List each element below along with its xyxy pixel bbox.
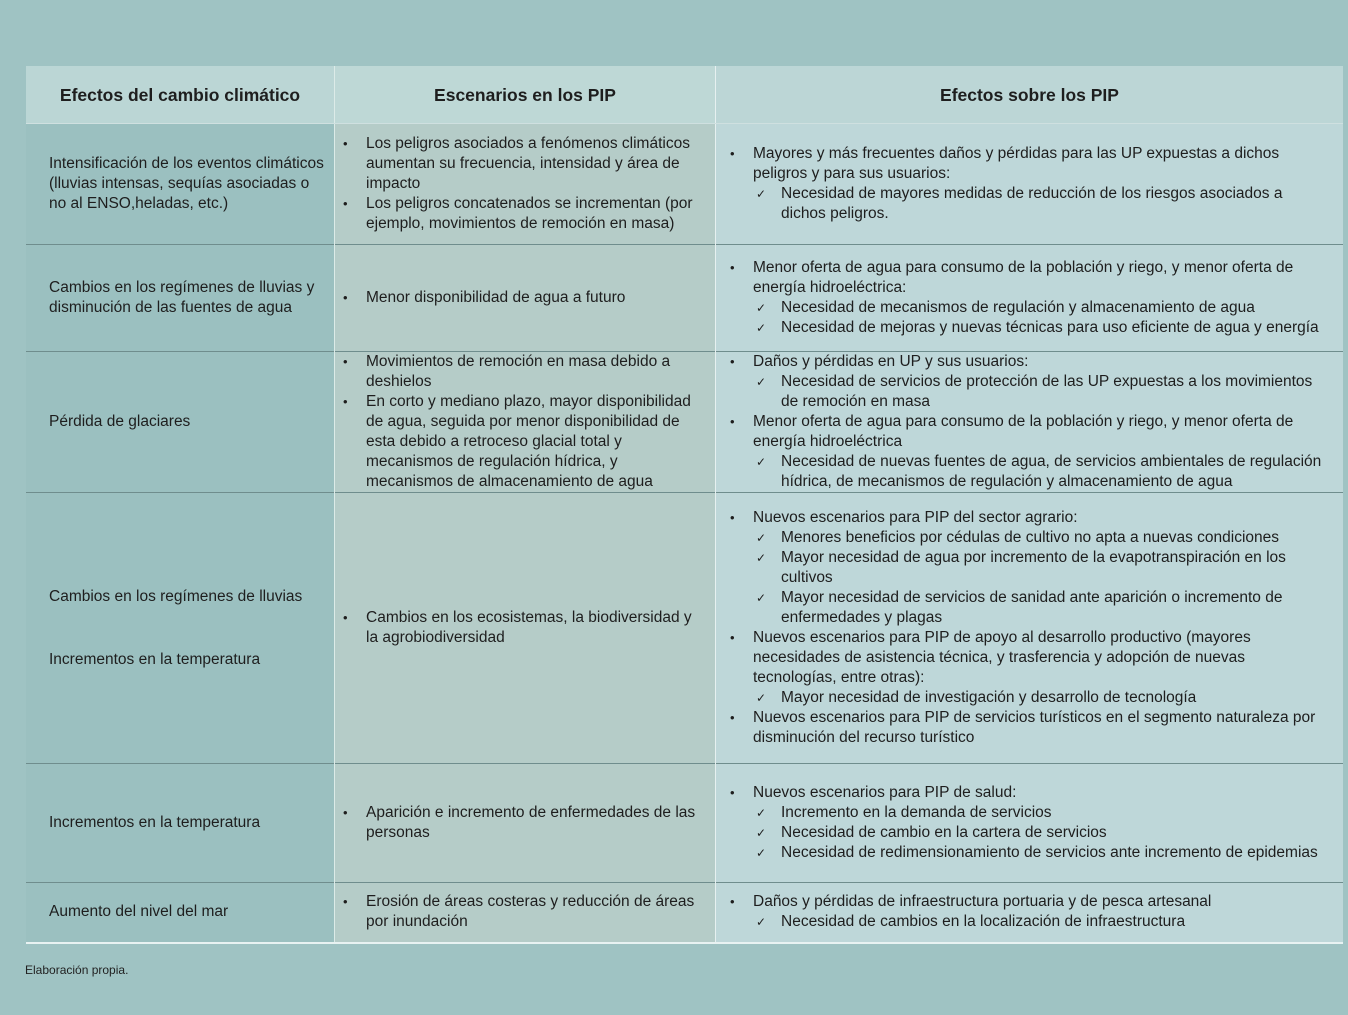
impact-subitem: ✓ Menores beneficios por cédulas de cultivo no apta a nuevas condiciones (753, 528, 1329, 548)
table-row (26, 764, 1343, 883)
impact-sublist (753, 803, 1329, 863)
header-effects: Efectos del cambio climático (26, 66, 335, 124)
impact-sublist (753, 184, 1329, 224)
impact-item (722, 508, 1329, 628)
header-impacts: Efectos sobre los PIP (716, 66, 1344, 124)
impact-item (722, 412, 1329, 492)
impact-item (722, 628, 1329, 708)
effect-text: Aumento del nivel del mar (49, 903, 229, 921)
table-row (26, 883, 1343, 943)
impact-item (722, 708, 1329, 748)
impact-sublist (753, 688, 1329, 708)
effect-text-block (26, 412, 334, 432)
table-body (26, 124, 1343, 943)
scenario-cell (335, 493, 716, 764)
effect-text-block (26, 902, 334, 922)
impact-text: Mayores y más frecuentes daños y pérdidas para las UP expuestas a dichos peligros y para sus usuarios: (753, 145, 1280, 182)
impact-cell (716, 493, 1344, 764)
scenario-cell (335, 245, 716, 352)
impact-subitem: ✓ Necesidad de mecanismos de regulación y almacenamiento de agua (753, 298, 1329, 318)
impact-list (716, 352, 1343, 492)
impact-item (722, 258, 1329, 338)
scenario-cell (335, 124, 716, 245)
table-row (26, 352, 1343, 493)
scenario-item: • Menor disponibilidad de agua a futuro (335, 288, 715, 308)
impact-sublist (753, 372, 1329, 412)
effect-text: Incrementos en la temperatura (49, 650, 261, 668)
impact-list (716, 258, 1343, 338)
scenario-item: • Los peligros concatenados se incrementan (por ejemplo, movimientos de remoción en masa) (335, 194, 715, 234)
impact-cell (716, 124, 1344, 245)
impact-subitem: ✓ Necesidad de nuevas fuentes de agua, de servicios ambientales de regulación hídrica, de mecanismos de regulación y almacenamiento de agua (753, 452, 1329, 492)
scenario-cell (335, 352, 716, 493)
impact-text: Nuevos escenarios para PIP de apoyo al desarrollo productivo (mayores necesidades de asistencia técnica, y trasferencia y adopción de nuevas tecnologías, entre otras): (753, 629, 1251, 686)
effect-cell (26, 883, 335, 943)
impact-cell (716, 245, 1344, 352)
impact-sublist (753, 528, 1329, 628)
footnote: Elaboración propia. (25, 963, 129, 977)
impact-subitem: ✓ Mayor necesidad de investigación y desarrollo de tecnología (753, 688, 1329, 708)
impact-text: Nuevos escenarios para PIP del sector agrario: (753, 509, 1078, 526)
scenario-cell (335, 764, 716, 883)
table-row (26, 493, 1343, 764)
scenario-item: • Los peligros asociados a fenómenos climáticos aumentan su frecuencia, intensidad y área de impacto (335, 134, 715, 194)
effect-text: Intensificación de los eventos climáticos (lluvias intensas, sequías asociadas o no al ENSO,heladas, etc.) (49, 155, 324, 212)
impact-text: Menor oferta de agua para consumo de la población y riego, y menor oferta de energía hidroeléctrica (753, 413, 1294, 450)
impact-item (722, 144, 1329, 224)
effect-text: Pérdida de glaciares (49, 413, 191, 430)
impact-subitem: ✓ Necesidad de mayores medidas de reducción de los riesgos asociados a dichos peligros. (753, 184, 1329, 224)
impact-item (722, 352, 1329, 412)
effect-cell (26, 493, 335, 764)
scenario-item: • Movimientos de remoción en masa debido a deshielos (335, 352, 715, 392)
header-row (26, 66, 1343, 124)
scenario-list (335, 134, 715, 234)
impact-subitem: ✓ Necesidad de mejoras y nuevas técnicas para uso eficiente de agua y energía (753, 318, 1329, 338)
impact-sublist (753, 298, 1329, 338)
climate-effects-table (26, 66, 1343, 944)
scenario-item: • En corto y mediano plazo, mayor disponibilidad de agua, seguida por menor disponibilidad de esta debido a retroceso glacial total y mecanismos de regulación hídrica, y mecanismos de almacenamiento de agua (335, 392, 715, 492)
scenario-list (335, 288, 715, 308)
effect-spacer (49, 607, 324, 650)
impact-list (716, 144, 1343, 224)
scenario-list (335, 608, 715, 648)
impact-subitem: ✓ Incremento en la demanda de servicios (753, 803, 1329, 823)
scenario-item: • Aparición e incremento de enfermedades de las personas (335, 803, 715, 843)
impact-subitem: ✓ Necesidad de redimensionamiento de servicios ante incremento de epidemias (753, 843, 1329, 863)
impact-cell (716, 352, 1344, 493)
impact-subitem: ✓ Necesidad de cambios en la localización de infraestructura (753, 912, 1329, 932)
impact-item (722, 783, 1329, 863)
impact-sublist (753, 912, 1329, 932)
impact-text: Menor oferta de agua para consumo de la población y riego, y menor oferta de energía hidroeléctrica: (753, 259, 1294, 296)
header-scenarios: Escenarios en los PIP (335, 66, 716, 124)
impact-list (716, 783, 1343, 863)
effect-cell (26, 352, 335, 493)
scenario-list (335, 352, 715, 492)
scenario-item: • Erosión de áreas costeras y reducción de áreas por inundación (335, 892, 715, 932)
effect-text: Cambios en los regímenes de lluvias y disminución de las fuentes de agua (49, 279, 315, 316)
impact-list (716, 892, 1343, 932)
table-row (26, 245, 1343, 352)
scenario-cell (335, 883, 716, 943)
impact-sublist (753, 452, 1329, 492)
effect-text-block (26, 278, 334, 318)
effect-text: Cambios en los regímenes de lluvias (49, 587, 303, 605)
effect-text-block (26, 813, 334, 833)
impact-text: Daños y pérdidas de infraestructura portuaria y de pesca artesanal (753, 893, 1212, 911)
impact-subitem: ✓ Necesidad de servicios de protección de las UP expuestas a los movimientos de remoción en masa (753, 372, 1329, 412)
impact-cell (716, 883, 1344, 943)
scenario-item: • Cambios en los ecosistemas, la biodiversidad y la agrobiodiversidad (335, 608, 715, 648)
impact-subitem: ✓ Mayor necesidad de servicios de sanidad ante aparición o incremento de enfermedades y plagas (753, 588, 1329, 628)
effect-text-block (26, 154, 334, 214)
impact-item (722, 892, 1329, 932)
scenario-list (335, 803, 715, 843)
effect-text-block (26, 587, 334, 670)
effect-cell (26, 124, 335, 245)
effect-text: Incrementos en la temperatura (49, 814, 261, 831)
impact-subitem: ✓ Necesidad de cambio en la cartera de servicios (753, 823, 1329, 843)
impact-cell (716, 764, 1344, 883)
impact-text: Nuevos escenarios para PIP de salud: (753, 784, 1017, 801)
impact-list (716, 508, 1343, 748)
impact-text: Nuevos escenarios para PIP de servicios turísticos en el segmento naturaleza por disminución del recurso turístico (753, 709, 1316, 746)
effect-cell (26, 245, 335, 352)
scenario-list (335, 892, 715, 932)
impact-subitem: ✓ Mayor necesidad de agua por incremento de la evapotranspiración en los cultivos (753, 548, 1329, 588)
effect-cell (26, 764, 335, 883)
impact-text: Daños y pérdidas en UP y sus usuarios: (753, 353, 1029, 370)
table-row (26, 124, 1343, 245)
